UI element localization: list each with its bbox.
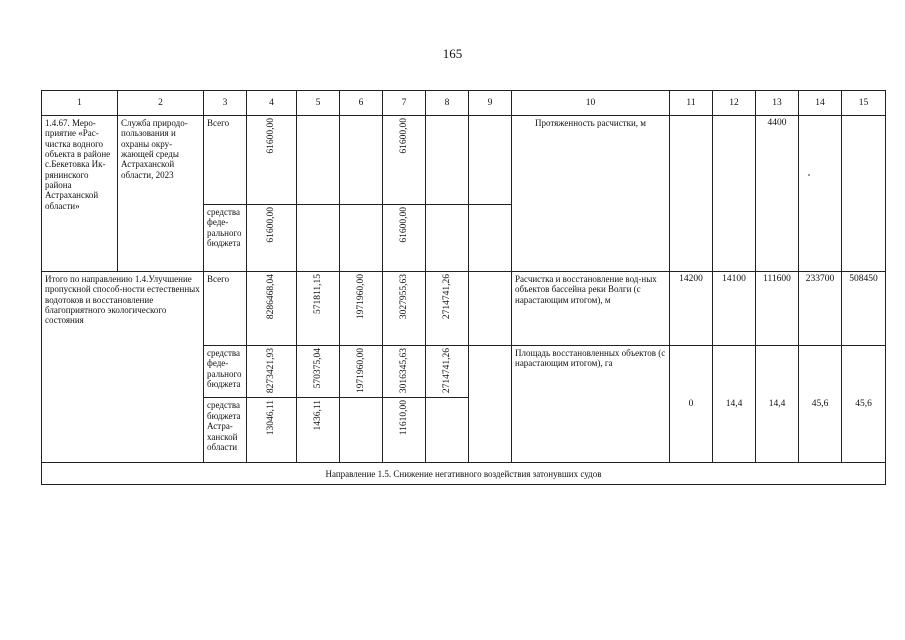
amount-cell: 2714741,26 (426, 272, 469, 346)
amount-cell: 61600,00 (383, 116, 426, 205)
col-header: 6 (340, 91, 383, 116)
direction-title: Направление 1.5. Снижение негативного воздействия затонувших судов (42, 463, 886, 485)
col-header: 14 (799, 91, 842, 116)
indicator-value: 14,4 (756, 346, 799, 463)
amount-cell (340, 205, 383, 272)
col-header: 3 (204, 91, 247, 116)
col-header: 1 (42, 91, 118, 116)
amount-cell (469, 272, 512, 346)
indicator-value (799, 116, 842, 272)
col-header: 10 (512, 91, 670, 116)
indicator-value: 111600 (756, 272, 799, 346)
amount-cell (340, 398, 383, 463)
amount-cell: 13046,11 (247, 398, 297, 463)
col-header: 7 (383, 91, 426, 116)
amount-cell: 3027955,63 (383, 272, 426, 346)
amount-cell: 8273421,93 (247, 346, 297, 398)
col-header: 15 (842, 91, 886, 116)
amount-cell: 570375,04 (297, 346, 340, 398)
indicator-value: 45,6 (799, 346, 842, 463)
amount-cell (469, 205, 512, 272)
col-header: 9 (469, 91, 512, 116)
total-title: Итого по направлению 1.4.Улучшение пропускной способ-ности естественных водотоков и восстановление благоприятного экологического состояния (42, 272, 204, 463)
indicator-value: 14100 (713, 272, 756, 346)
indicator-value: 0 (670, 346, 713, 463)
indicator-value: 45,6 (842, 346, 886, 463)
funding-source: Всего (204, 272, 247, 346)
table-row (42, 116, 886, 205)
col-header: 12 (713, 91, 756, 116)
indicator-value: 14,4 (713, 346, 756, 463)
indicator-value: 233700 (799, 272, 842, 346)
amount-cell: 11610,00 (383, 398, 426, 463)
amount-cell: 3016345,63 (383, 346, 426, 398)
funding-source: средства феде-рального бюджета (204, 205, 247, 272)
amount-cell (426, 205, 469, 272)
table-header-row (42, 91, 886, 116)
table-row (42, 272, 886, 346)
indicator-name: Площадь восстановленных объектов (с нарастающим итогом), га (512, 346, 670, 463)
indicator-value: 4400 (756, 116, 799, 272)
col-header: 11 (670, 91, 713, 116)
amount-cell: 61600,00 (247, 205, 297, 272)
col-header: 4 (247, 91, 297, 116)
event-executor: Служба природо-пользования и охраны окру-жающей среды Астраханской области, 2023 (118, 116, 204, 272)
amount-cell (297, 205, 340, 272)
amount-cell (426, 116, 469, 205)
amount-cell: 1436,11 (297, 398, 340, 463)
amount-cell: 61600,00 (247, 116, 297, 205)
col-header: 2 (118, 91, 204, 116)
funding-source: средства феде-рального бюджета (204, 346, 247, 398)
amount-cell (469, 346, 512, 463)
indicator-value (713, 116, 756, 272)
amount-cell: 2714741,26 (426, 346, 469, 398)
page-number: 165 (442, 46, 463, 61)
amount-cell (426, 398, 469, 463)
col-header: 8 (426, 91, 469, 116)
indicator-value (670, 116, 713, 272)
funding-source: Всего (204, 116, 247, 205)
col-header: 13 (756, 91, 799, 116)
amount-cell: 8286468,04 (247, 272, 297, 346)
amount-cell: 1971960,00 (340, 272, 383, 346)
amount-cell: 61600,00 (383, 205, 426, 272)
indicator-value: 508450 (842, 272, 886, 346)
amount-cell (340, 116, 383, 205)
indicator-value (842, 116, 886, 272)
funding-source: средства бюджета Астра-ханской области (204, 398, 247, 463)
event-title: 1.4.67. Меро-приятие «Рас-чистка водного объекта в районе с.Бекетовка Ик-рянинского района Астраханской области» (42, 116, 118, 272)
indicator-name: Расчистка и восстановление вод-ных объектов бассейна реки Волги (с нарастающим итогом), м (512, 272, 670, 346)
amount-cell (297, 116, 340, 205)
scan-speck (808, 174, 810, 176)
amount-cell (469, 116, 512, 205)
col-header: 5 (297, 91, 340, 116)
amount-cell: 1971960,00 (340, 346, 383, 398)
amount-cell: 571811,15 (297, 272, 340, 346)
budget-table (41, 90, 886, 485)
direction-row (42, 463, 886, 485)
indicator-name: Протяженность расчистки, м (512, 116, 670, 272)
indicator-value: 14200 (670, 272, 713, 346)
